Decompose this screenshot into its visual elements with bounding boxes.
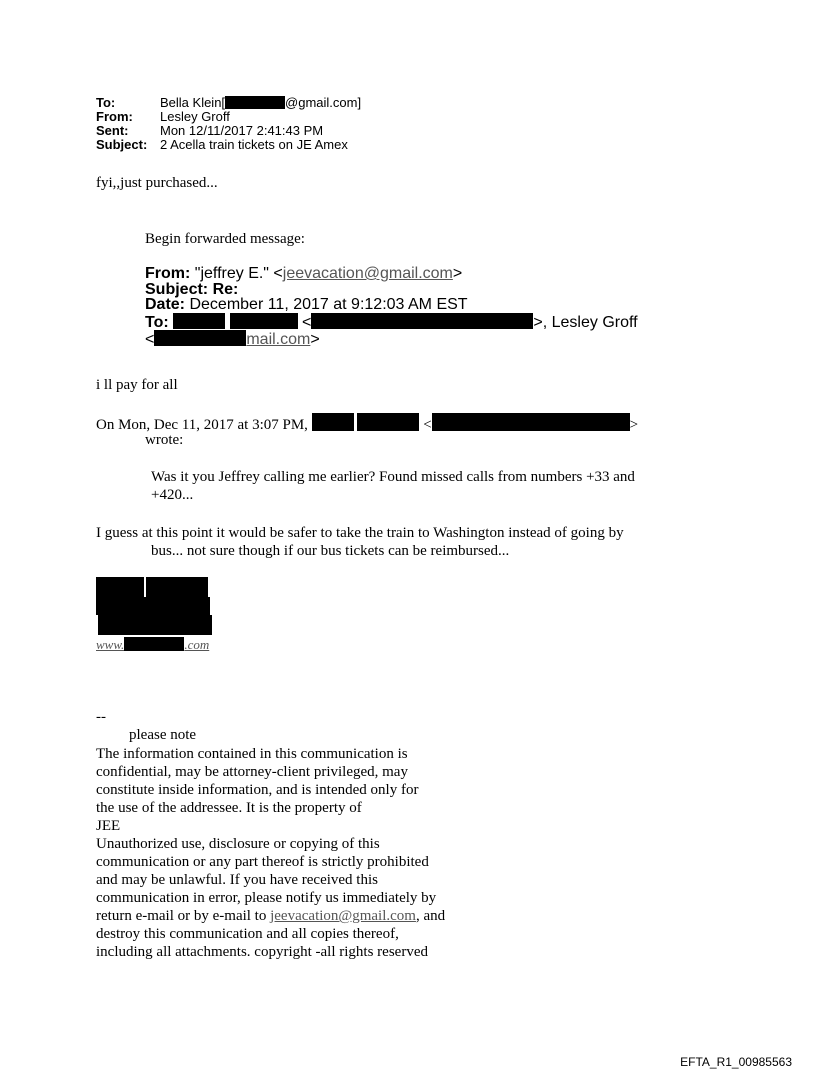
forwarded-from-label: From:	[145, 265, 191, 282]
forwarded-to-line2-link[interactable]: mail.com	[246, 331, 311, 348]
redaction-block	[311, 313, 533, 329]
disclaimer-line: communication in error, please notify us immediately by	[96, 890, 437, 906]
disclaimer-line: JEE	[96, 818, 121, 834]
forwarded-to-row	[145, 313, 638, 331]
disclaimer-line: the use of the addressee. It is the property of	[96, 800, 362, 816]
header-to-row	[96, 96, 361, 110]
forwarded-to-line2-lt: <	[145, 331, 155, 348]
header-sent-row	[96, 124, 361, 138]
forwarded-to-lt: <	[302, 313, 312, 331]
forwarded-subject-row	[145, 282, 638, 298]
header-subject-row	[96, 138, 361, 152]
disclaimer-return-line	[96, 907, 445, 925]
quoted-message	[151, 468, 635, 504]
header-to-label: To:	[96, 95, 116, 110]
redaction-block	[124, 637, 184, 651]
header-subject-value: 2 Acella train tickets on JE Amex	[160, 137, 348, 152]
forwarded-date-value: December 11, 2017 at 9:12:03 AM EST	[189, 296, 468, 313]
header-from-value: Lesley Groff	[160, 109, 230, 124]
redaction-block	[225, 96, 285, 109]
forwarded-from-name: "jeffrey E." <	[194, 265, 283, 282]
header-sent-value: Mon 12/11/2017 2:41:43 PM	[160, 123, 324, 138]
disclaimer-return-prefix: return e-mail or by e-mail to	[96, 908, 271, 924]
forwarded-from-row	[145, 266, 638, 282]
reply-text: i ll pay for all	[96, 377, 178, 393]
redaction-block	[96, 597, 210, 615]
redaction-block	[432, 413, 630, 431]
intro-text: fyi,,just purchased...	[96, 175, 218, 191]
forwarded-date-label: Date:	[145, 296, 186, 313]
redaction-block	[154, 330, 246, 346]
header-to-suffix: @gmail.com]	[285, 95, 362, 110]
header-sent-label: Sent:	[96, 123, 129, 138]
quote-wrote: wrote:	[145, 432, 184, 448]
redaction-block	[98, 615, 212, 635]
header-to-prefix: Bella Klein[	[160, 95, 226, 110]
guess-line-2: bus... not sure though if our bus tickets can be reimbursed...	[151, 543, 510, 559]
redaction-block	[146, 577, 208, 597]
header-from-row	[96, 110, 361, 124]
disclaimer-please-note: please note	[129, 727, 197, 743]
forwarded-from-email-link[interactable]: jeevacation@gmail.com	[282, 265, 453, 282]
quote-prefix: On Mon, Dec 11, 2017 at 3:07 PM,	[96, 417, 308, 433]
header-subject-label: Subject:	[96, 137, 148, 152]
begin-forwarded-text: Begin forwarded message:	[145, 231, 305, 247]
forwarded-to-label: To:	[145, 313, 169, 331]
forwarded-header	[145, 266, 638, 348]
disclaimer-line: The information contained in this communication is	[96, 746, 408, 762]
disclaimer-line: communication or any part thereof is strictly prohibited	[96, 854, 429, 870]
disclaimer-line: and may be unlawful. If you have received this	[96, 872, 378, 888]
redaction-block	[312, 413, 354, 431]
disclaimer-line: Unauthorized use, disclosure or copying of this	[96, 836, 380, 852]
disclaimer-return-suffix: , and	[415, 908, 446, 924]
redaction-block	[230, 313, 298, 329]
disclaimer-dashes: --	[96, 709, 106, 725]
email-header	[96, 96, 361, 152]
redaction-block	[173, 313, 225, 329]
forwarded-to-row-2	[145, 330, 638, 348]
disclaimer-email-link[interactable]: jeevacation@gmail.com	[270, 908, 416, 924]
disclaimer-line: destroy this communication and all copies thereof,	[96, 926, 399, 942]
signature-www-suffix[interactable]: .com	[184, 637, 210, 652]
redaction-block	[96, 577, 144, 597]
signature-www-prefix[interactable]: www.	[96, 637, 125, 652]
disclaimer-body	[96, 745, 445, 961]
forwarded-from-close: >	[452, 265, 463, 282]
redaction-block	[357, 413, 419, 431]
signature-website	[96, 636, 209, 654]
forwarded-subject-label: Subject:	[145, 280, 209, 298]
forwarded-subject-value: Re:	[212, 280, 239, 298]
disclaimer-line: confidential, may be attorney-client privileged, may	[96, 764, 408, 780]
disclaimer-line: constitute inside information, and is intended only for	[96, 782, 419, 798]
quoted-line-1: Was it you Jeffrey calling me earlier? Found missed calls from numbers +33 and	[151, 469, 635, 485]
forwarded-to-line2-gt: >	[310, 331, 320, 348]
forwarded-date-row	[145, 297, 638, 313]
forwarded-to-after: >, Lesley Groff	[533, 313, 638, 331]
quote-lt: <	[423, 417, 432, 433]
quote-gt: >	[629, 417, 639, 433]
quoted-line-2: +420...	[151, 487, 194, 503]
guess-line-1: I guess at this point it would be safer to take the train to Washington instead of going by	[96, 525, 624, 541]
disclaimer-line: including all attachments. copyright -all rights reserved	[96, 944, 428, 960]
header-from-label: From:	[96, 109, 133, 124]
document-id: EFTA_R1_00985563	[680, 1055, 792, 1069]
